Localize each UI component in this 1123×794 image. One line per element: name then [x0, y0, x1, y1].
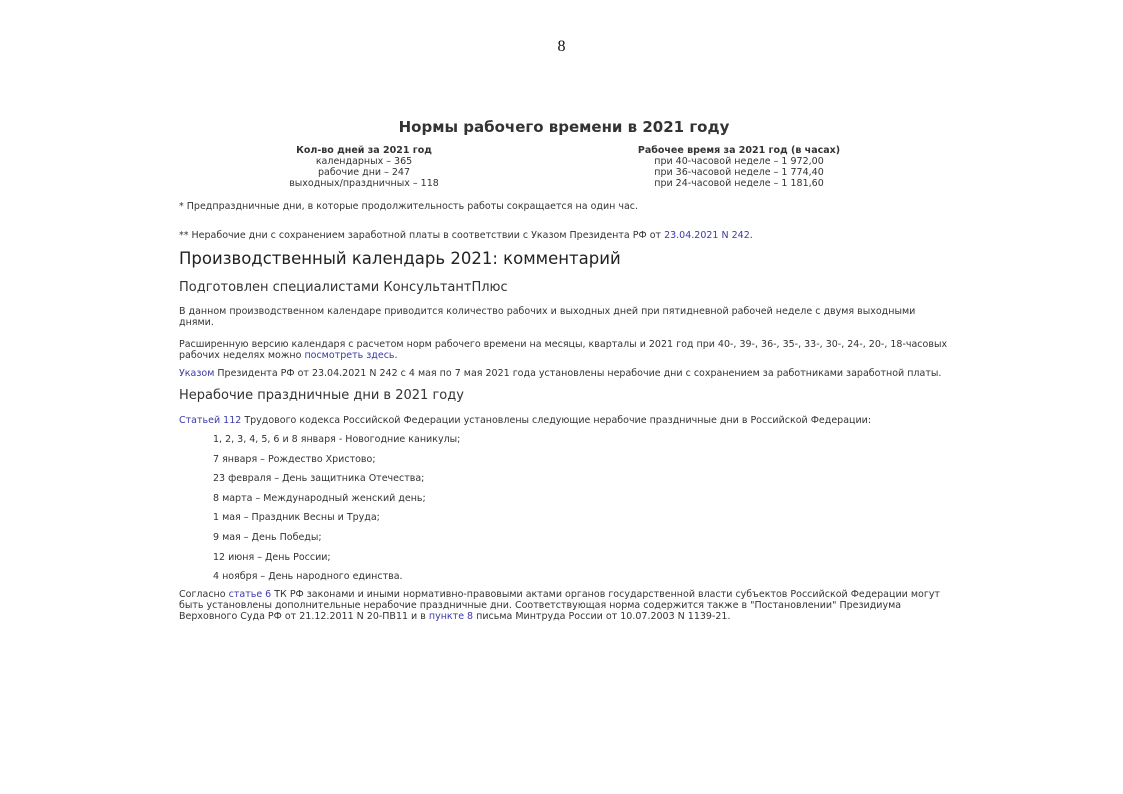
norms-title: Нормы рабочего времени в 2021 году [398, 118, 730, 136]
holiday-item: 9 мая – День Победы; [213, 531, 322, 543]
para-article-6-middle: ТК РФ законами и иными нормативно-правовыми актами органов государственной власти субъектов Российской Федерации могут быть установлены дополнительные нерабочие праздничные дни. Соответствующая норма содержится также в "Постановлении" Президиума Верховного Суда РФ от 21.12.2011 N 20-ПВ11 и в [179, 588, 940, 622]
para-decree-text: Президента РФ от 23.04.2021 N 242 с 4 мая по 7 мая 2021 года установлены нерабочие дни с сохранением за работниками заработной платы. [214, 368, 942, 379]
para-five-day-week: В данном производственном календаре приводится количество рабочих и выходных дней при пятидневной рабочей неделе с двумя выходными днями. [179, 306, 916, 328]
clause-8-link[interactable]: пункте 8 [428, 610, 474, 622]
para-article-112-text: Трудового кодекса Российской Федерации установлены следующие нерабочие праздничные дни в Российской Федерации: [241, 415, 872, 426]
hours-header: Рабочее время за 2021 год (в часах) [637, 145, 841, 156]
holiday-item: 7 января – Рождество Христово; [213, 453, 376, 465]
holiday-item: 1 мая – Праздник Весны и Труда; [213, 512, 380, 524]
page-number: 8 [557, 38, 566, 55]
footnote-nonworking-text: ** Нерабочие дни с сохранением заработной платы в соответствии с Указом Президента РФ от [179, 230, 665, 241]
holidays-heading: Нерабочие праздничные дни в 2021 году [179, 388, 464, 403]
holiday-item: 1, 2, 3, 4, 5, 6 и 8 января - Новогодние каникулы; [213, 434, 461, 445]
days-column [179, 145, 549, 189]
commentary-heading: Производственный календарь 2021: комментарий [179, 249, 621, 268]
holiday-item: 8 марта – Международный женский день; [213, 492, 426, 504]
article-6-link[interactable]: статье 6 [228, 588, 272, 600]
prepared-by: Подготовлен специалистами КонсультантПлюс [179, 280, 508, 295]
decree-word-link[interactable]: Указом [179, 368, 215, 379]
para-article-6 [179, 589, 949, 622]
holiday-item: 23 февраля – День защитника Отечества; [213, 473, 425, 485]
para-extended-end: . [394, 350, 398, 361]
article-112-link[interactable]: Статьей 112 [179, 415, 242, 426]
hours-line-24: при 24-часовой неделе – 1 181,60 [654, 178, 824, 189]
para-article-112 [179, 415, 949, 426]
para-decree [179, 368, 949, 379]
view-here-link[interactable]: посмотреть здесь [304, 350, 395, 361]
decree-link[interactable]: 23.04.2021 N 242 [664, 230, 750, 241]
hours-line-40: при 40-часовой неделе – 1 972,00 [654, 156, 824, 167]
days-line-calendar: календарных – 365 [315, 156, 413, 167]
holidays-list [213, 430, 949, 587]
hours-column [569, 145, 909, 189]
document-content [179, 118, 949, 622]
footnote-nonworking [179, 230, 949, 241]
para-extended-version [179, 339, 949, 361]
para-extended-text: Расширенную версию календаря с расчетом норм рабочего времени на месяцы, кварталы и 2021 год при 40-, 39-, 36-, 35-, 33-, 30-, 24-, 20-, 18-часовых рабочих неделях можно [179, 339, 948, 361]
days-line-working: рабочие дни – 247 [317, 167, 411, 178]
para-article-6-end: письма Минтруда России от 10.07.2003 N 1139-21. [473, 610, 731, 622]
days-header: Кол-во дней за 2021 год [296, 145, 432, 156]
hours-line-36: при 36-часовой неделе – 1 774,40 [654, 167, 824, 178]
footnote-preholiday: * Предпраздничные дни, в которые продолжительность работы сокращается на один час. [179, 201, 639, 212]
holiday-item: 4 ноября – День народного единства. [213, 571, 403, 583]
holiday-item: 12 июня – День России; [213, 551, 331, 563]
footnote-nonworking-end: . [749, 230, 753, 241]
para-article-6-start: Согласно [179, 588, 229, 600]
norms-columns [179, 145, 949, 189]
days-line-holidays: выходных/праздничных – 118 [289, 178, 439, 189]
